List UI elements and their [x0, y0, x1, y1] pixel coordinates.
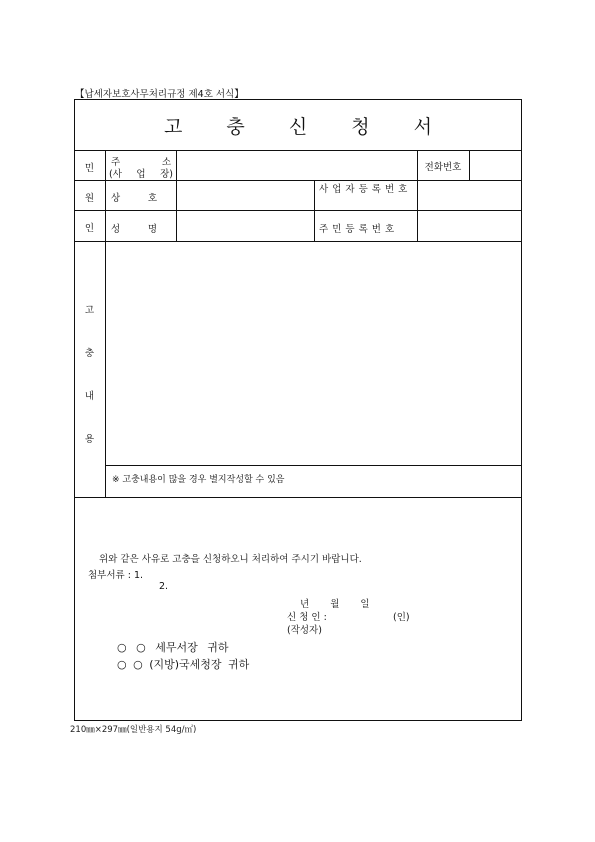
phone-label: 전화번호: [424, 162, 462, 173]
trade-name-field[interactable]: [178, 182, 312, 208]
seal-mark: (인): [393, 612, 410, 623]
complaint-label-4: 용: [84, 434, 95, 445]
name-label: 성 명: [111, 224, 157, 235]
paper-spec-footer: 210㎜×297㎜(일반용지 54g/㎡): [70, 725, 197, 735]
divider-content: [74, 497, 522, 498]
form-title: 고 충 신 청 서: [164, 116, 451, 138]
divider-phone-col: [469, 150, 470, 180]
writer-label: (작성자): [287, 625, 322, 636]
divider-left-col: [105, 150, 106, 497]
business-place-label: (사 업 장): [109, 169, 173, 180]
request-sentence: 위와 같은 사유로 고충을 신청하오니 처리하여 주시기 바랍니다.: [99, 554, 362, 565]
resident-reg-no-field[interactable]: [419, 212, 520, 239]
address-field[interactable]: [178, 152, 415, 178]
applicant-label-3: 인: [84, 223, 95, 234]
complaint-label-1: 고: [84, 305, 95, 316]
attachments-label: 첨부서류 : 1.: [88, 570, 144, 581]
divider-title: [74, 150, 522, 151]
attachment-note: ※ 고충내용이 많을 경우 별지작성할 수 있음: [112, 475, 285, 485]
business-reg-no-field[interactable]: [419, 182, 520, 208]
trade-name-label: 상 호: [111, 193, 157, 204]
divider-row2: [74, 210, 522, 211]
recipient-tax-office: ○ ○ 세무서장 귀하: [117, 641, 229, 654]
recipient-regional-office: ○ ○ (지방)국세청장 귀하: [117, 658, 250, 671]
applicant-line: 신 청 인 :: [287, 612, 327, 623]
date-line: 년 월 일: [300, 599, 370, 610]
resident-reg-no-label: 주 민 등 록 번 호: [319, 224, 395, 235]
name-field[interactable]: [178, 212, 312, 239]
phone-field[interactable]: [471, 152, 520, 178]
applicant-label-1: 민: [84, 163, 95, 174]
business-reg-no-label: 사 업 자 등 록 번 호: [319, 184, 408, 195]
complaint-content-field[interactable]: [107, 243, 520, 463]
divider-mid-col: [314, 180, 315, 241]
form-header: 【납세자보호사무처리규정 제4호 서식】: [75, 89, 244, 100]
divider-note: [105, 465, 522, 466]
address-label: 주 소: [111, 157, 171, 168]
divider-row3: [74, 241, 522, 242]
divider-label-col: [176, 150, 177, 241]
divider-row1: [74, 180, 522, 181]
complaint-label-3: 내: [84, 391, 95, 402]
attachments-item-2: 2.: [159, 581, 169, 592]
applicant-label-2: 원: [84, 193, 95, 204]
complaint-label-2: 충: [84, 348, 95, 359]
